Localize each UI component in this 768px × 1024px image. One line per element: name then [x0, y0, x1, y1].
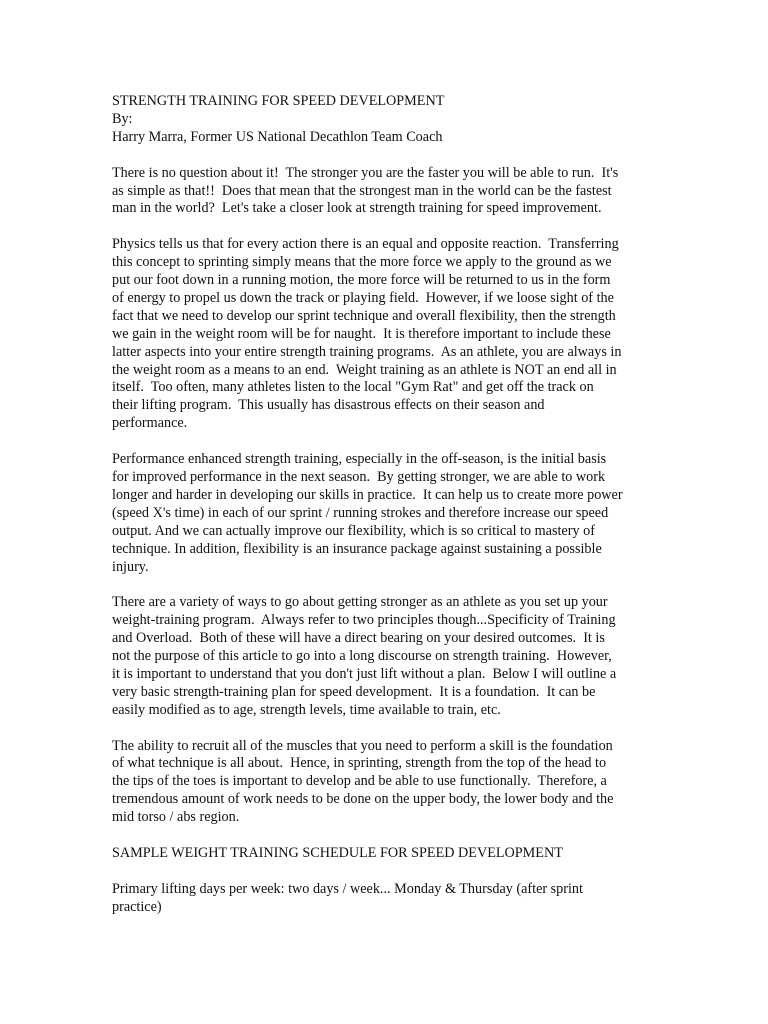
document-header	[112, 93, 632, 147]
paragraph-line: latter aspects into your entire strength training programs. As an athlete, you are always in	[112, 343, 622, 360]
paragraph-line: The ability to recruit all of the muscles that you need to perform a skill is the foundation	[112, 737, 613, 754]
paragraph-line: of energy to propel us down the track or playing field. However, if we loose sight of the	[112, 289, 614, 306]
document-title: STRENGTH TRAINING FOR SPEED DEVELOPMENT	[112, 93, 445, 109]
paragraph-line: their lifting program. This usually has disastrous effects on their season and	[112, 397, 545, 414]
paragraph	[112, 451, 632, 576]
paragraph-line: technique. In addition, flexibility is an insurance package against sustaining a possible	[112, 540, 602, 557]
paragraph-line: mid torso / abs region.	[112, 809, 240, 826]
paragraph-line: There is no question about it! The stronger you are the faster you will be able to run. It's	[112, 164, 619, 181]
paragraph-line: this concept to sprinting simply means that the more force we apply to the ground as we	[112, 254, 612, 271]
byline-label: By:	[112, 110, 133, 127]
paragraph	[112, 845, 632, 863]
paragraph	[112, 594, 632, 719]
paragraph-line: and Overload. Both of these will have a direct bearing on your desired outcomes. It is	[112, 630, 605, 647]
paragraph-line: as simple as that!! Does that mean that the strongest man in the world can be the fastest	[112, 182, 612, 199]
paragraph-line: output. And we can actually improve our flexibility, which is so critical to mastery of	[112, 522, 595, 539]
paragraph	[112, 881, 632, 917]
paragraph-line: we gain in the weight room will be for naught. It is therefore important to include these	[112, 325, 611, 342]
author-name: Harry Marra, Former US National Decathlon Team Coach	[112, 128, 443, 145]
paragraph-line: the weight room as a means to an end. Weight training as an athlete is NOT an end all in	[112, 361, 617, 378]
paragraph-line: tremendous amount of work needs to be done on the upper body, the lower body and the	[112, 791, 614, 808]
document-body	[112, 165, 632, 917]
paragraph-line: SAMPLE WEIGHT TRAINING SCHEDULE FOR SPEED DEVELOPMENT	[112, 844, 563, 861]
paragraph	[112, 236, 632, 433]
paragraph-line: put our foot down in a running motion, the more force will be returned to us in the form	[112, 272, 611, 289]
paragraph-line: weight-training program. Always refer to two principles though...Specificity of Training	[112, 612, 616, 629]
paragraph	[112, 738, 632, 828]
paragraph-line: performance.	[112, 415, 188, 432]
paragraph-line: injury.	[112, 558, 149, 575]
paragraph-line: man in the world? Let's take a closer look at strength training for speed improvement.	[112, 200, 602, 217]
paragraph-line: for improved performance in the next season. By getting stronger, we are able to work	[112, 468, 606, 485]
document-page	[112, 93, 632, 934]
paragraph-line: not the purpose of this article to go into a long discourse on strength training. However,	[112, 648, 612, 665]
paragraph-line: Primary lifting days per week: two days / week... Monday & Thursday (after sprint	[112, 880, 583, 897]
paragraph-line: Performance enhanced strength training, especially in the off-season, is the initial basis	[112, 451, 607, 468]
paragraph-line: practice)	[112, 898, 162, 915]
paragraph-line: longer and harder in developing our skills in practice. It can help us to create more power	[112, 486, 623, 503]
paragraph-line: fact that we need to develop our sprint technique and overall flexibility, then the strength	[112, 307, 616, 324]
paragraph-line: (speed X's time) in each of our sprint / running strokes and therefore increase our speed	[112, 504, 609, 521]
paragraph-line: of what technique is all about. Hence, in sprinting, strength from the top of the head to	[112, 755, 607, 772]
paragraph-line: Physics tells us that for every action there is an equal and opposite reaction. Transferring	[112, 236, 619, 253]
paragraph-line: itself. Too often, many athletes listen to the local "Gym Rat" and get off the track on	[112, 379, 594, 396]
paragraph-line: very basic strength-training plan for speed development. It is a foundation. It can be	[112, 683, 596, 700]
paragraph-line: the tips of the toes is important to develop and be able to use functionally. Therefore, a	[112, 773, 607, 790]
paragraph	[112, 165, 632, 219]
paragraph-line: easily modified as to age, strength levels, time available to train, etc.	[112, 701, 501, 718]
paragraph-line: There are a variety of ways to go about getting stronger as an athlete as you set up your	[112, 594, 608, 611]
paragraph-line: it is important to understand that you don't just lift without a plan. Below I will outline a	[112, 665, 617, 682]
